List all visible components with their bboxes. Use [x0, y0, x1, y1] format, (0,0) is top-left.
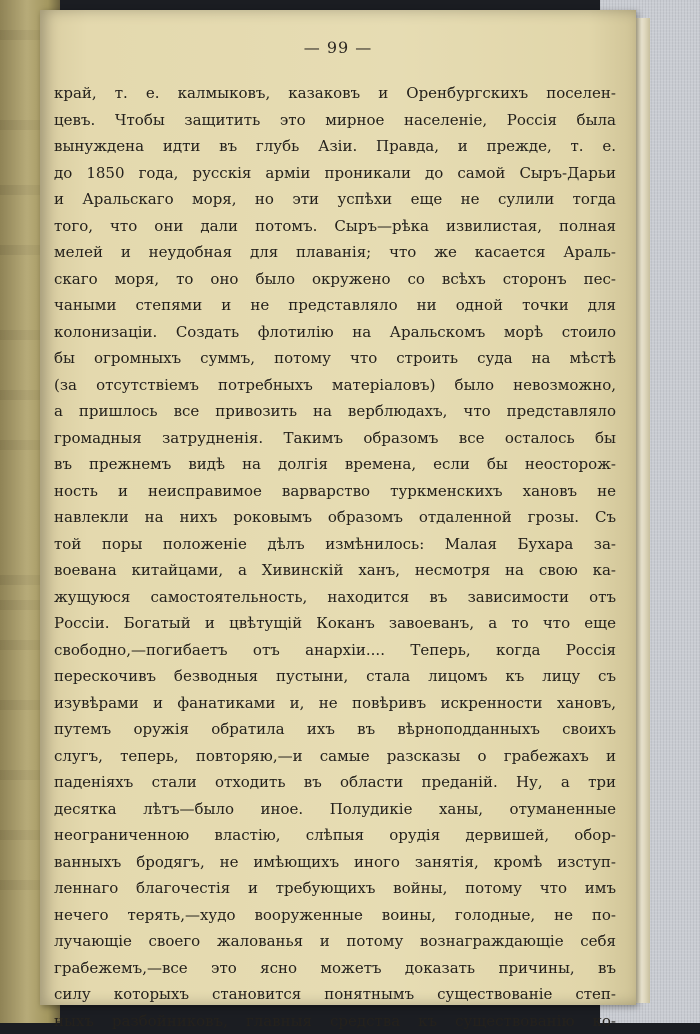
- text-line: слугъ, теперь, повторяю,—и самые разсказы о грабежахъ и: [54, 743, 616, 770]
- text-line: и Аральскаго моря, но эти успѣхи еще не сулили тогда: [54, 186, 616, 213]
- text-line: вынуждена идти въ глубь Азіи. Правда, и прежде, т. е.: [54, 133, 616, 160]
- text-line: (за отсутствіемъ потребныхъ матеріаловъ) было невозможно,: [54, 372, 616, 399]
- text-line: лучающіе своего жалованья и потому вознаграждающіе себя: [54, 928, 616, 955]
- text-line: путемъ оружія обратила ихъ въ вѣрноподданныхъ своихъ: [54, 716, 616, 743]
- text-line: навлекли на нихъ роковымъ образомъ отдаленной грозы. Съ: [54, 504, 616, 531]
- text-line: ность и неисправимое варварство туркменскихъ хановъ не: [54, 478, 616, 505]
- text-line: свободно,—погибаетъ отъ анархіи.... Теперь, когда Россія: [54, 637, 616, 664]
- text-line: той поры положеніе дѣлъ измѣнилось: Малая Бухара за-: [54, 531, 616, 558]
- text-line: десятка лѣтъ—было иное. Полудикіе ханы, отуманенные: [54, 796, 616, 823]
- text-line: нечего терять,—худо вооруженные воины, голодные, не по-: [54, 902, 616, 929]
- text-line: перескочивъ безводныя пустыни, стала лицомъ къ лицу съ: [54, 663, 616, 690]
- text-line: громадныя затрудненія. Такимъ образомъ все осталось бы: [54, 425, 616, 452]
- text-line: неограниченною властію, слѣпыя орудія дервишей, обор-: [54, 822, 616, 849]
- text-line: бы огромныхъ суммъ, потому что строить суда на мѣстѣ: [54, 345, 616, 372]
- page-stack-edge: [636, 18, 650, 1003]
- text-line: цевъ. Чтобы защитить это мирное населеніе, Россія была: [54, 107, 616, 134]
- text-line: а пришлось все привозить на верблюдахъ, что представляло: [54, 398, 616, 425]
- text-line: жущуюся самостоятельность, находится въ зависимости отъ: [54, 584, 616, 611]
- text-line: того, что они дали потомъ. Сыръ—рѣка извилистая, полная: [54, 213, 616, 240]
- text-line: Россіи. Богатый и цвѣтущій Коканъ завоеванъ, а то что еще: [54, 610, 616, 637]
- text-line: чаными степями и не представляло ни одной точки для: [54, 292, 616, 319]
- text-line: леннаго благочестія и требующихъ войны, потому что имъ: [54, 875, 616, 902]
- text-line: воевана китайцами, а Хивинскій ханъ, несмотря на свою ка-: [54, 557, 616, 584]
- page-text: [54, 80, 616, 1034]
- book-page: [40, 10, 636, 1005]
- text-line: въ прежнемъ видѣ на долгія времена, если бы неосторож-: [54, 451, 616, 478]
- text-line: изувѣрами и фанатиками и, не повѣривъ искренности хановъ,: [54, 690, 616, 717]
- text-line: силу которыхъ становится понятнымъ существованіе степ-: [54, 981, 616, 1008]
- text-line: паденіяхъ стали отходить въ области преданій. Ну, а три: [54, 769, 616, 796]
- text-line: ванныхъ бродягъ, не имѣющихъ иного занятія, кромѣ изступ-: [54, 849, 616, 876]
- text-line: мелей и неудобная для плаванія; что же касается Араль-: [54, 239, 616, 266]
- text-line: край, т. е. калмыковъ, казаковъ и Оренбургскихъ поселен-: [54, 80, 616, 107]
- text-line: ныхъ разбойниковъ, главныя средства къ существованію ко-: [54, 1008, 616, 1034]
- text-line: колонизаціи. Создать флотилію на Аральскомъ морѣ стоило: [54, 319, 616, 346]
- text-line: до 1850 года, русскія арміи проникали до самой Сыръ-Дарьи: [54, 160, 616, 187]
- page-number: — 99 —: [40, 38, 636, 57]
- text-line: скаго моря, то оно было окружено со всѣхъ сторонъ пес-: [54, 266, 616, 293]
- text-line: грабежемъ,—все это ясно можетъ доказать причины, въ: [54, 955, 616, 982]
